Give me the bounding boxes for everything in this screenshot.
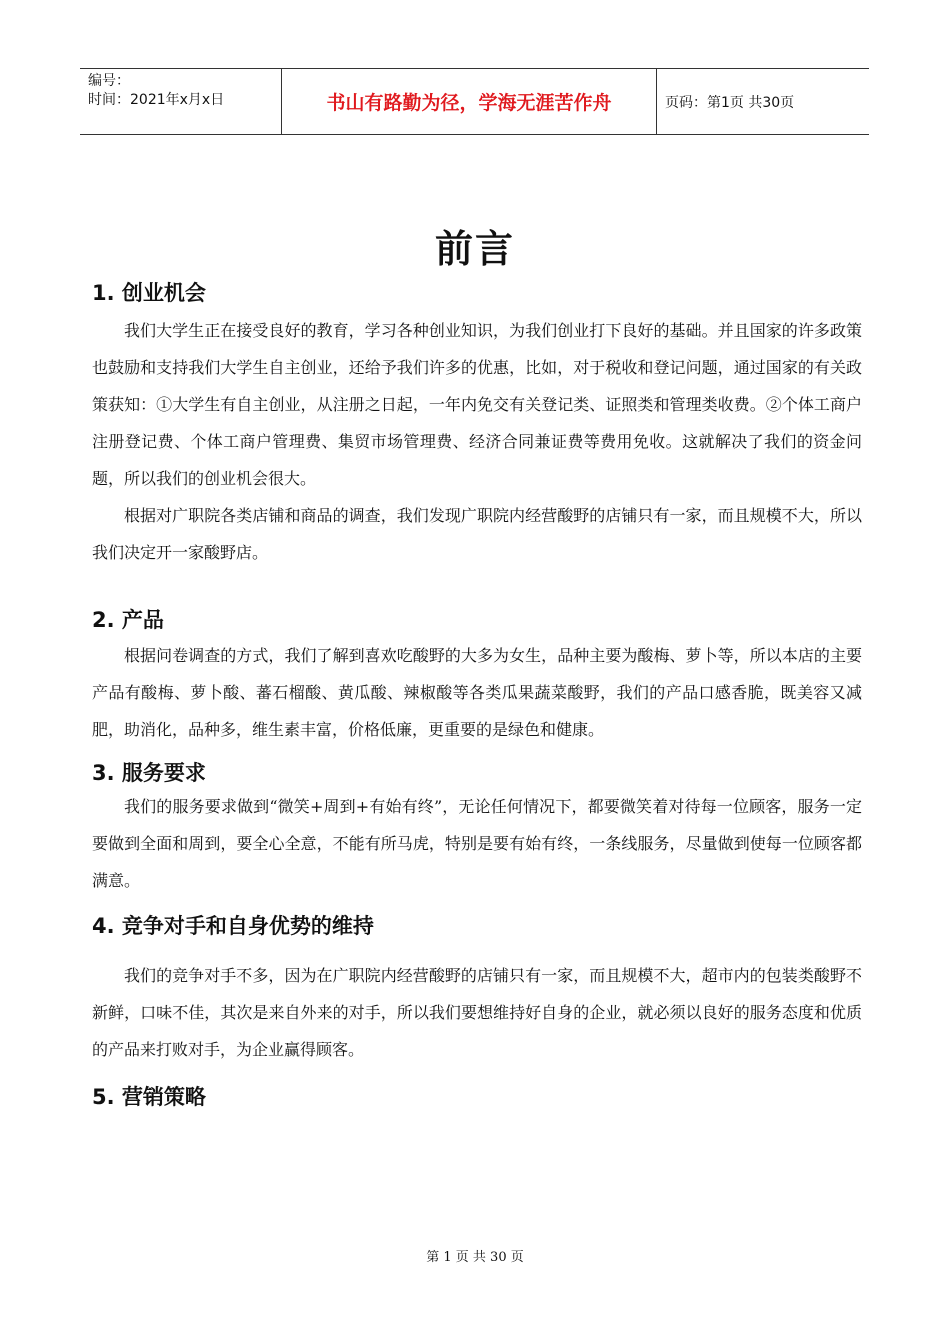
paragraph: 我们的服务要求做到“微笑+周到+有始有终”，无论任何情况下，都要微笑着对待每一位顾客，服务一定要做到全面和周到，要全心全意，不能有所马虎，特别是要有始有终，一条线服务，尽量做到使每一位顾客都满意。 — [92, 797, 862, 890]
paragraph: 我们大学生正在接受良好的教育，学习各种创业知识，为我们创业打下良好的基础。并且国家的许多政策也鼓励和支持我们大学生自主创业，还给予我们许多的优惠，比如，对于税收和登记问题，通过国家的有关政策获知：①大学生有自主创业，从注册之日起，一年内免交有关登记类、证照类和管理类收费。②个体工商户注册登记费、个体工商户管理费、集贸市场管理费、经济合同兼证费等费用免收。这就解决了我们的资金问题，所以我们的创业机会很大。 — [92, 321, 862, 488]
section-product — [92, 605, 862, 748]
document-body — [92, 278, 862, 1112]
page-footer: 第 1 页 共 30 页 — [426, 1250, 524, 1265]
section-heading: 5. 营销策略 — [92, 1085, 206, 1109]
section-marketing-strategy — [92, 1082, 862, 1112]
section-service-requirements — [92, 758, 862, 899]
date-label: 时间：2021年x月x日 — [88, 92, 225, 108]
header-page-label: 页码：第1页 共30页 — [665, 94, 795, 111]
section-heading: 3. 服务要求 — [92, 761, 206, 785]
section-heading: 2. 产品 — [92, 608, 164, 632]
header-meta — [80, 69, 282, 134]
header-motto: 书山有路勤为径，学海无涯苦作舟 — [282, 69, 657, 134]
section-heading: 4. 竞争对手和自身优势的维持 — [92, 914, 374, 938]
section-startup-opportunity — [92, 278, 862, 571]
section-heading: 1. 创业机会 — [92, 281, 206, 305]
paragraph: 根据对广职院各类店铺和商品的调查，我们发现广职院内经营酸野的店铺只有一家，而且规模不大，所以我们决定开一家酸野店。 — [92, 506, 862, 562]
document-title: 前言 — [434, 227, 515, 271]
section-competition — [92, 911, 862, 1068]
paragraph: 我们的竞争对手不多，因为在广职院内经营酸野的店铺只有一家，而且规模不大，超市内的包装类酸野不新鲜，口味不佳，其次是来自外来的对手，所以我们要想维持好自身的企业，就必须以良好的服务态度和优质的产品来打败对手，为企业赢得顾客。 — [92, 966, 862, 1059]
page-header — [80, 68, 869, 135]
number-label: 编号： — [88, 73, 130, 89]
paragraph: 根据问卷调查的方式，我们了解到喜欢吃酸野的大多为女生，品种主要为酸梅、萝卜等，所以本店的主要产品有酸梅、萝卜酸、蕃石榴酸、黄瓜酸、辣椒酸等各类瓜果蔬菜酸野，我们的产品口感香脆，既美容又减肥，助消化，品种多，维生素丰富，价格低廉，更重要的是绿色和健康。 — [92, 646, 862, 739]
